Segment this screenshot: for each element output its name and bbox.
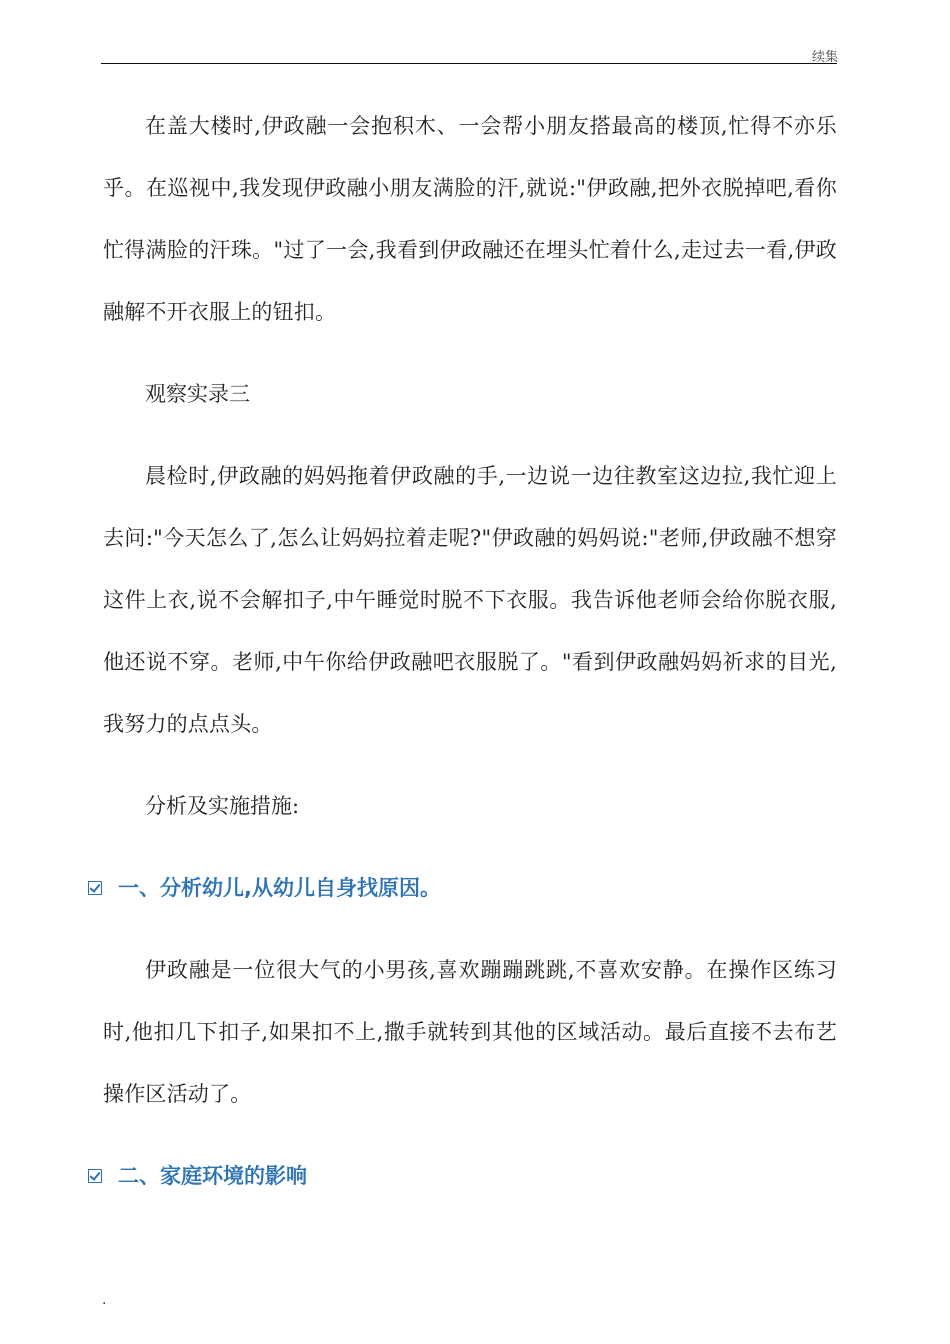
- label-analysis: 分析及实施措施:: [145, 794, 300, 818]
- label-observation-3: 观察实录三: [145, 382, 250, 406]
- section-heading-2-text: 二、家庭环境的影响: [118, 1164, 307, 1188]
- section-heading-2: [88, 1145, 837, 1207]
- document-body: [103, 95, 837, 1207]
- paragraph-building: 在盖大楼时,伊政融一会抱积木、一会帮小朋友搭最高的楼顶,忙得不亦乐乎。在巡视中,我发现伊政融小朋友满脸的汗,就说:"伊政融,把外衣脱掉吧,看你忙得满脸的汗珠。"过了一会,我看到伊政融还在埋头忙着什么,走过去一看,伊政融解不开衣服上的钮扣。: [103, 114, 837, 324]
- section-heading-1: [88, 857, 837, 919]
- paragraph-morning-check: 晨检时,伊政融的妈妈拖着伊政融的手,一边说一边往教室这边拉,我忙迎上去问:"今天怎么了,怎么让妈妈拉着走呢?"伊政融的妈妈说:"老师,伊政融不想穿这件上衣,说不会解扣子,中午睡觉时脱不下衣服。我告诉他老师会给你脱衣服,他还说不穿。老师,中午你给伊政融吧衣服脱了。"看到伊政融妈妈祈求的目光,我努力的点点头。: [103, 464, 837, 736]
- section-heading-1-text: 一、分析幼儿,从幼儿自身找原因。: [118, 876, 441, 900]
- checkbox-checked-icon: [88, 1169, 102, 1183]
- page-header-title: 续集: [811, 50, 838, 65]
- footer-mark: .: [102, 1292, 107, 1308]
- paragraph-child-analysis: 伊政融是一位很大气的小男孩,喜欢蹦蹦跳跳,不喜欢安静。在操作区练习时,他扣几下扣子,如果扣不上,撒手就转到其他的区域活动。最后直接不去布艺操作区活动了。: [103, 958, 837, 1106]
- checkbox-checked-icon: [88, 881, 102, 895]
- header-divider: [101, 63, 837, 64]
